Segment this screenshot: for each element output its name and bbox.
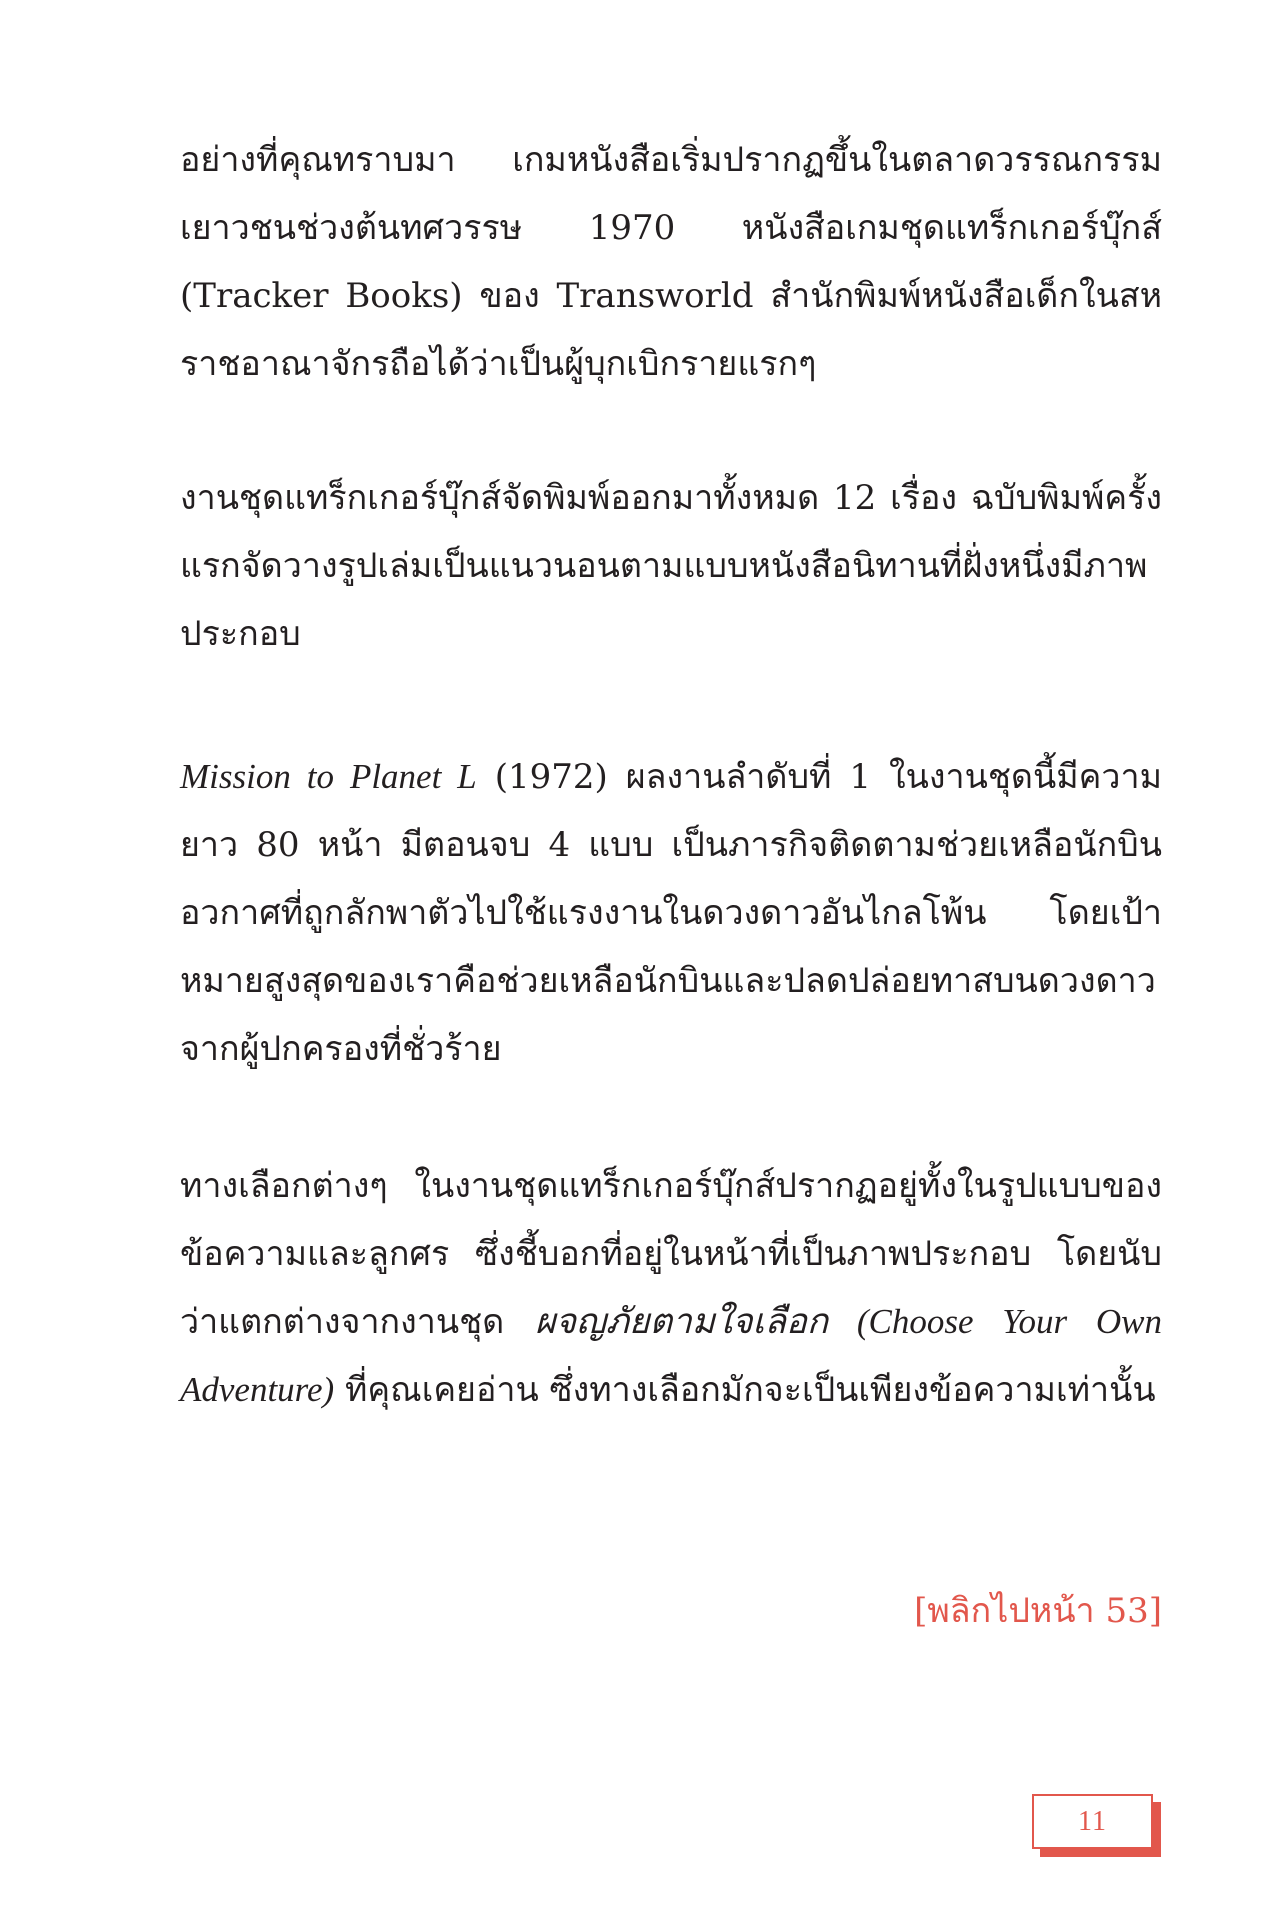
series-title-choose-your-own-adventure: ผจญภัยตามใจเลือก (Choose Your Own Adventure) — [180, 1302, 1162, 1409]
paragraph-mission-to-planet-l — [180, 743, 1162, 1083]
book-title-mission-to-planet-l: Mission to Planet L — [180, 757, 477, 796]
paragraph-tracker-books-series: งานชุดแทร็กเกอร์บุ๊กส์จัดพิมพ์ออกมาทั้งหมด 12 เรื่อง ฉบับพิมพ์ครั้งแรกจัดวางรูปเล่มเป็นแนวนอนตามแบบหนังสือนิทานที่ฝั่งหนึ่งมีภาพประกอบ — [180, 478, 1162, 654]
flip-to-page-link[interactable]: [พลิกไปหน้า 53] — [914, 1591, 1162, 1631]
page-number-badge — [1032, 1794, 1153, 1849]
page-number: 11 — [1078, 1805, 1107, 1837]
paragraph-choices-comparison — [180, 1152, 1162, 1424]
paragraph-mission-body: (1972) ผลงานลำดับที่ 1 ในงานชุดนี้มีความยาว 80 หน้า มีตอนจบ 4 แบบ เป็นภารกิจติดตามช่วยเหลือนักบินอวกาศที่ถูกลักพาตัวไปใช้แรงงานในดวงดาวอันไกลโพ้น โดยเป้าหมายสูงสุดของเราคือช่วยเหลือนักบินและปลดปล่อยทาสบนดวงดาวจากผู้ปกครองที่ชั่วร้าย — [180, 757, 1162, 1069]
paragraph-choices-body-start: ทางเลือกต่างๆ ในงานชุดแทร็กเกอร์บุ๊กส์ปรากฏอยู่ทั้งในรูปแบบของข้อความและลูกศร ซึ่งชี้บอกที่อยู่ในหน้าที่เป็นภาพประกอบ โดยนับว่าแตกต่างจากงานชุด — [180, 1166, 1162, 1342]
paragraph-intro: อย่างที่คุณทราบมา เกมหนังสือเริ่มปรากฏขึ้นในตลาดวรรณกรรมเยาวชนช่วงต้นทศวรรษ 1970 หนังสือเกมชุดแทร็กเกอร์บุ๊กส์ (Tracker Books) ของ Transworld สำนักพิมพ์หนังสือเด็กในสหราชอาณาจักรถือได้ว่าเป็นผู้บุกเบิกรายแรกๆ — [180, 140, 1162, 384]
paragraph-choices-body-end: ที่คุณเคยอ่าน ซึ่งทางเลือกมักจะเป็นเพียงข้อความเท่านั้น — [334, 1370, 1156, 1410]
